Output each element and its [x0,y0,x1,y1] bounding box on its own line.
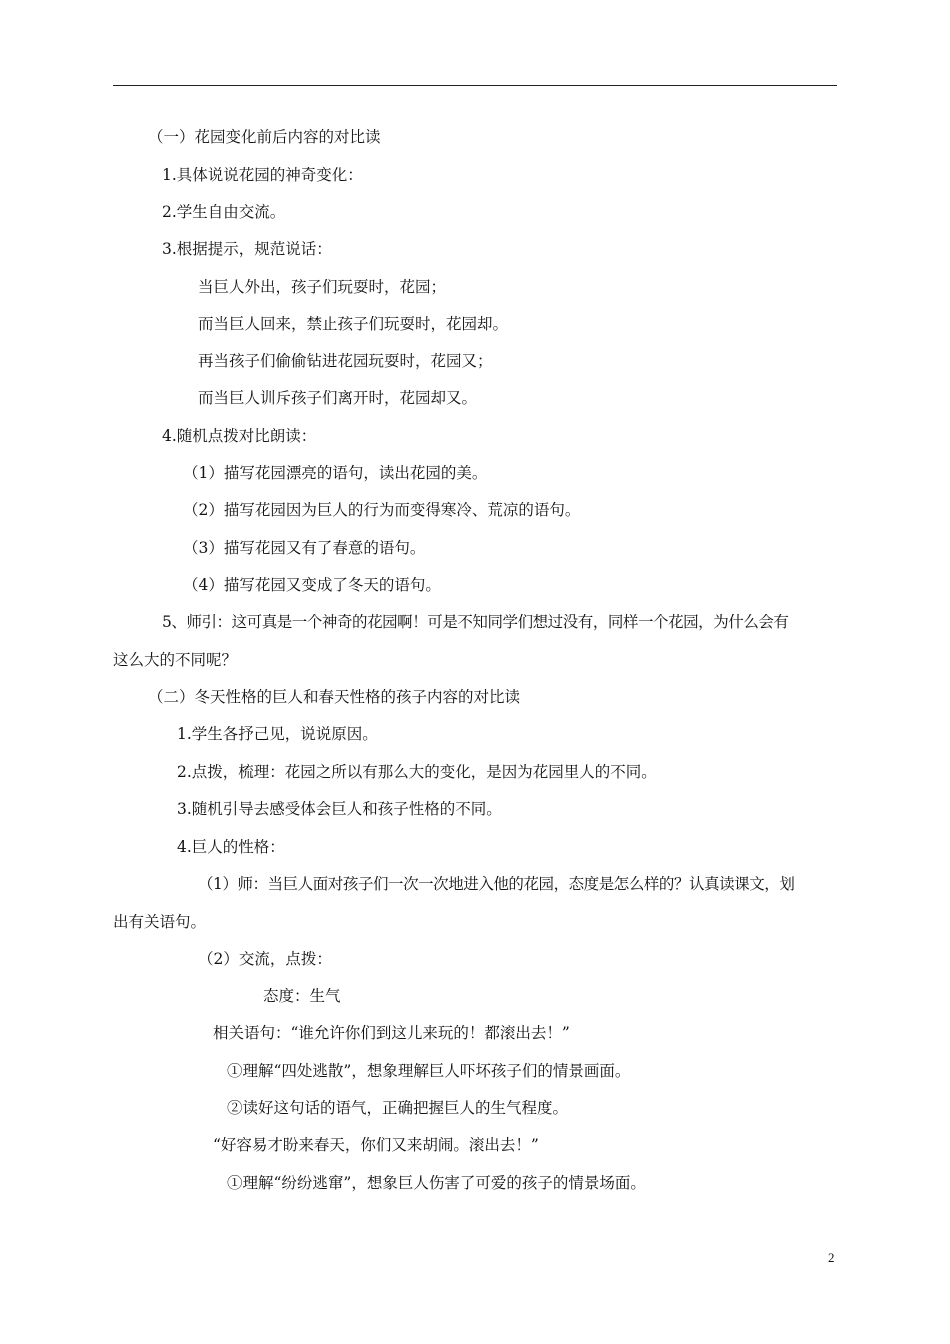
header-rule [113,85,837,86]
paragraph: 1.具体说说花园的神奇变化： [162,166,363,184]
paragraph: （1）师：当巨人面对孩子们一次一次地进入他的花园，态度是怎么样的？认真读课文，划 [198,875,795,893]
list-item: （4）描写花园又变成了冬天的语句。 [183,576,441,594]
paragraph: 3.随机引导去感受体会巨人和孩子性格的不同。 [177,800,502,818]
paragraph: 2.学生自由交流。 [162,203,286,221]
paragraph: 5、师引：这可真是一个神奇的花园啊！可是不知同学们想过没有，同样一个花园，为什么会有 [162,613,789,631]
paragraph: 态度：生气 [263,987,341,1005]
paragraph: “好容易才盼来春天，你们又来胡闹。滚出去！” [213,1136,539,1154]
paragraph: 1.学生各抒己见，说说原因。 [177,725,378,743]
paragraph: 这么大的不同呢？ [113,651,238,669]
list-item: （3）描写花园又有了春意的语句。 [183,539,426,557]
paragraph: 而当巨人回来，禁止孩子们玩耍时，花园却。 [198,315,509,333]
section-heading-1: （一）花园变化前后内容的对比读 [148,128,381,146]
paragraph: 出有关语句。 [113,913,207,931]
paragraph: ①理解“四处逃散”，想象理解巨人吓坏孩子们的情景画面。 [227,1062,631,1080]
paragraph: 4.随机点拨对比朗读： [162,427,317,445]
list-item: （2）描写花园因为巨人的行为而变得寒冷、荒凉的语句。 [183,501,581,519]
paragraph: ①理解“纷纷逃窜”，想象巨人伤害了可爱的孩子的情景场面。 [227,1174,646,1192]
paragraph: 而当巨人训斥孩子们离开时，花园却又。 [198,389,478,407]
paragraph: 相关语句：“谁允许你们到这儿来玩的！都滚出去！” [213,1024,570,1042]
paragraph: 当巨人外出，孩子们玩耍时，花园； [198,278,447,296]
paragraph: 3.根据提示，规范说话： [162,240,332,258]
list-item: （1）描写花园漂亮的语句，读出花园的美。 [183,464,488,482]
paragraph: 4.巨人的性格： [177,838,285,856]
section-heading-2: （二）冬天性格的巨人和春天性格的孩子内容的对比读 [148,688,521,706]
paragraph: ②读好这句话的语气，正确把握巨人的生气程度。 [227,1099,569,1117]
paragraph: 2.点拨，梳理：花园之所以有那么大的变化，是因为花园里人的不同。 [177,763,657,781]
paragraph: （2）交流，点拨： [198,950,332,968]
page-number: 2 [828,1250,835,1265]
paragraph: 再当孩子们偷偷钻进花园玩耍时，花园又； [198,352,493,370]
